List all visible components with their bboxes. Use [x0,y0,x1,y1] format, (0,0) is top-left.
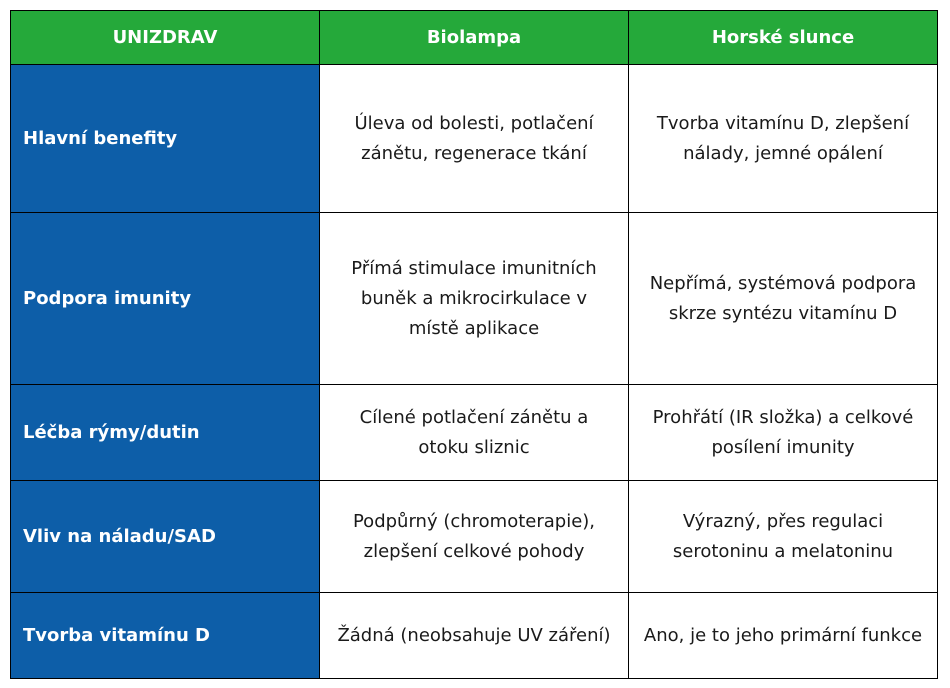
table-row [11,481,938,593]
table-row [11,385,938,481]
cell-horske-slunce: Výrazný, přes regulaci serotoninu a melatoninu [629,481,938,593]
cell-horske-slunce: Tvorba vitamínu D, zlepšení nálady, jemné opálení [629,65,938,213]
comparison-table [10,10,938,679]
cell-biolampa: Úleva od bolesti, potlačení zánětu, regenerace tkání [320,65,629,213]
table-row [11,593,938,679]
table-body [11,65,938,679]
row-label: Léčba rýmy/dutin [11,385,320,481]
cell-biolampa: Cílené potlačení zánětu a otoku sliznic [320,385,629,481]
row-label: Hlavní benefity [11,65,320,213]
cell-horske-slunce: Ano, je to jeho primární funkce [629,593,938,679]
header-biolampa: Biolampa [320,11,629,65]
header-horske-slunce: Horské slunce [629,11,938,65]
header-row [11,11,938,65]
table-row [11,213,938,385]
row-label: Podpora imunity [11,213,320,385]
cell-horske-slunce: Prohřátí (IR složka) a celkové posílení imunity [629,385,938,481]
row-label: Tvorba vitamínu D [11,593,320,679]
row-label: Vliv na náladu/SAD [11,481,320,593]
cell-biolampa: Přímá stimulace imunitních buněk a mikrocirkulace v místě aplikace [320,213,629,385]
cell-biolampa: Podpůrný (chromoterapie), zlepšení celkové pohody [320,481,629,593]
table-row [11,65,938,213]
cell-biolampa: Žádná (neobsahuje UV záření) [320,593,629,679]
cell-horske-slunce: Nepřímá, systémová podpora skrze syntézu vitamínu D [629,213,938,385]
header-unizdrav: UNIZDRAV [11,11,320,65]
table-header [11,11,938,65]
